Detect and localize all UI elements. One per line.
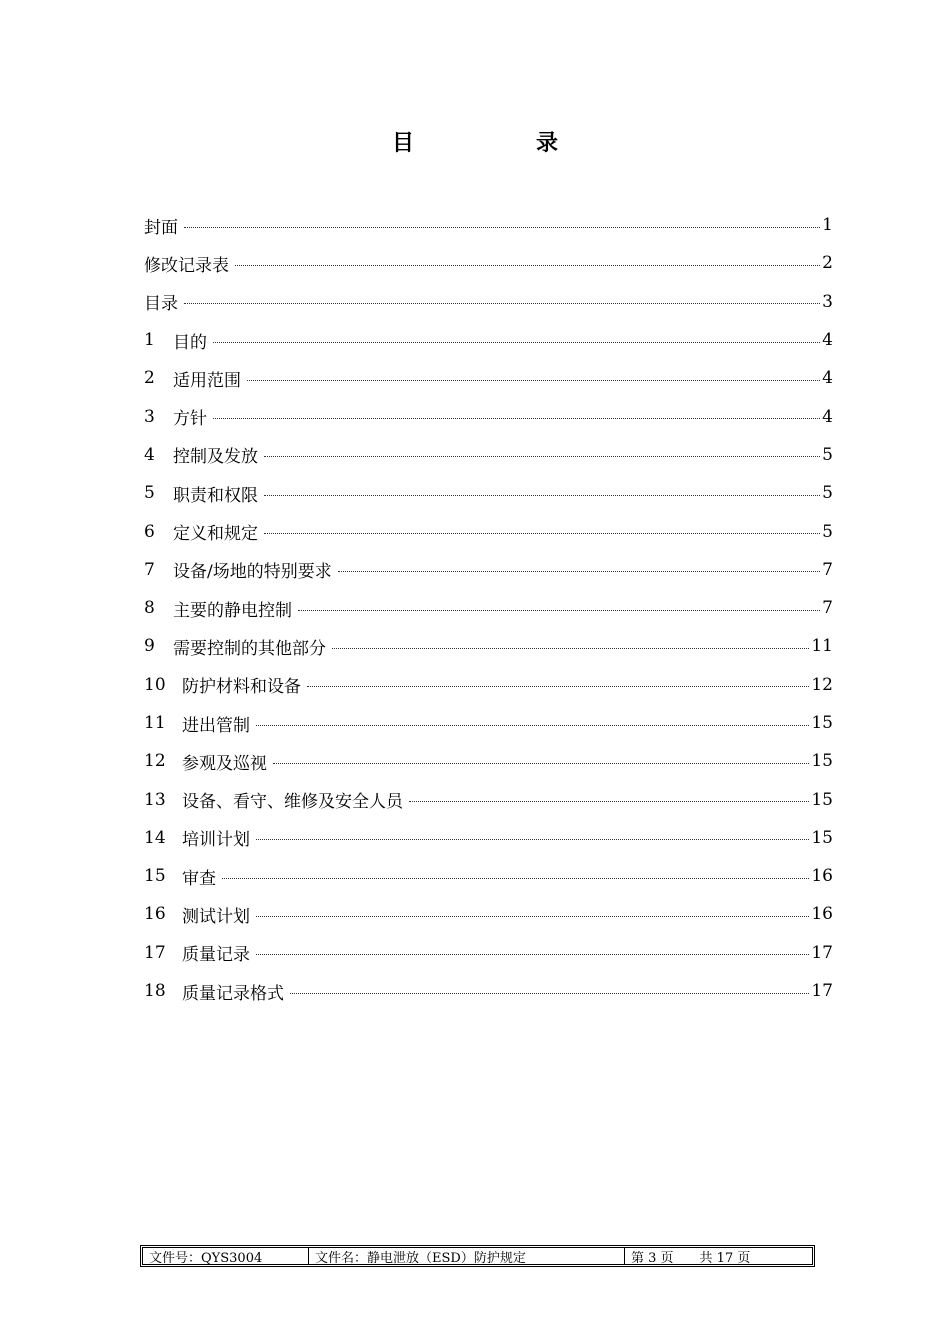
toc-entry-label: 需要控制的其他部分 [173,638,326,659]
toc-entry-page: 1 [822,215,833,236]
toc-entry-page: 4 [822,330,833,351]
toc-entry[interactable] [144,780,833,818]
toc-entry-page: 12 [811,674,833,695]
toc-dot-leader [184,227,820,228]
toc-dot-leader [235,265,820,266]
toc-entry-number: 8 [144,598,155,619]
toc-dot-leader [247,380,820,381]
toc-entry-label: 进出管制 [182,715,250,736]
toc-entry-number: 2 [144,368,155,389]
toc-entry[interactable] [144,512,833,550]
toc-entry[interactable] [144,244,833,282]
toc-entry-page: 15 [811,827,833,848]
toc-dot-leader [184,303,820,304]
toc-entry[interactable] [144,436,833,474]
toc-dot-leader [222,878,809,879]
toc-entry-label: 职责和权限 [173,485,258,506]
toc-entry[interactable] [144,206,833,244]
toc-entry[interactable] [144,627,833,665]
toc-entry-label: 质量记录 [182,945,250,966]
toc-entry[interactable] [144,359,833,397]
toc-entry-number: 3 [144,406,155,427]
toc-entry-number: 14 [144,827,166,848]
toc-entry-number: 11 [144,713,166,733]
toc-entry-page: 7 [822,598,833,619]
toc-entry[interactable] [144,321,833,359]
toc-entry-number: 18 [144,981,166,1002]
toc-entry-page: 4 [822,406,833,427]
toc-entry-page: 15 [811,751,833,772]
toc-entry[interactable] [144,283,833,321]
toc-entry-number: 15 [144,866,166,887]
toc-dot-leader [213,342,820,343]
toc-entry-label: 目录 [144,294,178,315]
toc-entry-number: 13 [144,789,166,810]
toc-entry[interactable] [144,934,833,972]
toc-entry[interactable] [144,972,833,1010]
toc-entry-label: 设备/场地的特别要求 [173,562,332,583]
toc-entry[interactable] [144,474,833,512]
toc-dot-leader [409,801,809,802]
table-of-contents [144,206,833,1010]
toc-entry-number: 12 [144,751,166,772]
toc-entry-label: 修改记录表 [144,255,229,276]
toc-entry-label: 测试计划 [182,906,250,927]
toc-entry-page: 15 [811,789,833,810]
toc-entry-number: 10 [144,674,166,695]
toc-dot-leader [264,533,820,534]
toc-entry-label: 方针 [173,409,207,430]
document-footer [140,1245,815,1267]
toc-entry-label: 封面 [144,217,178,238]
toc-entry-number: 6 [144,521,155,542]
toc-dot-leader [307,686,809,687]
toc-entry-label: 防护材料和设备 [182,677,301,698]
toc-entry-page: 11 [811,636,833,657]
toc-entry[interactable] [144,551,833,589]
toc-entry-number: 16 [144,904,166,925]
footer-doc-name: 文件名：静电泄放（ESD）防护规定 [309,1248,625,1264]
toc-entry-number: 17 [144,942,166,963]
toc-entry-number: 9 [144,636,155,657]
toc-dot-leader [264,495,820,496]
toc-entry-label: 审查 [182,868,216,889]
toc-entry-label: 质量记录格式 [182,983,284,1004]
toc-entry[interactable] [144,819,833,857]
toc-entry-page: 2 [822,253,833,274]
toc-dot-leader [256,916,809,917]
toc-entry-page: 16 [811,866,833,887]
toc-entry-label: 设备、看守、维修及安全人员 [182,792,403,813]
footer-doc-number: 文件号：QYS3004 [143,1248,309,1264]
toc-entry-number: 5 [144,483,155,504]
toc-dot-leader [256,725,809,726]
toc-dot-leader [256,839,809,840]
toc-entry[interactable] [144,742,833,780]
toc-dot-leader [264,456,820,457]
toc-entry[interactable] [144,397,833,435]
toc-entry-label: 适用范围 [173,370,241,391]
toc-entry-page: 17 [811,981,833,1002]
toc-entry[interactable] [144,589,833,627]
toc-entry-page: 16 [811,904,833,925]
toc-entry[interactable] [144,857,833,895]
toc-entry-label: 主要的静电控制 [173,600,292,621]
toc-entry-page: 17 [811,942,833,963]
toc-entry[interactable] [144,895,833,933]
toc-dot-leader [256,954,809,955]
footer-page-info: 第 3 页 共 17 页 [631,1250,751,1266]
toc-dot-leader [290,993,809,994]
toc-dot-leader [298,610,820,611]
toc-entry-page: 3 [822,291,833,312]
toc-entry-label: 培训计划 [182,830,250,851]
toc-dot-leader [332,648,809,649]
toc-entry-page: 7 [822,559,833,580]
toc-entry-page: 5 [822,483,833,504]
toc-entry[interactable] [144,704,833,742]
toc-entry-page: 5 [822,521,833,542]
toc-entry-page: 4 [822,368,833,389]
toc-dot-leader [273,763,809,764]
toc-entry-number: 1 [144,330,155,351]
toc-entry-label: 目的 [173,332,207,353]
toc-entry-label: 参观及巡视 [182,753,267,774]
toc-dot-leader [213,418,820,419]
page-title: 目 录 [391,131,608,156]
toc-entry[interactable] [144,666,833,704]
toc-entry-label: 控制及发放 [173,447,258,468]
toc-entry-number: 7 [144,559,155,580]
toc-entry-page: 15 [811,713,833,733]
toc-entry-label: 定义和规定 [173,524,258,545]
toc-entry-number: 4 [144,444,155,465]
toc-dot-leader [338,571,820,572]
toc-entry-page: 5 [822,444,833,465]
